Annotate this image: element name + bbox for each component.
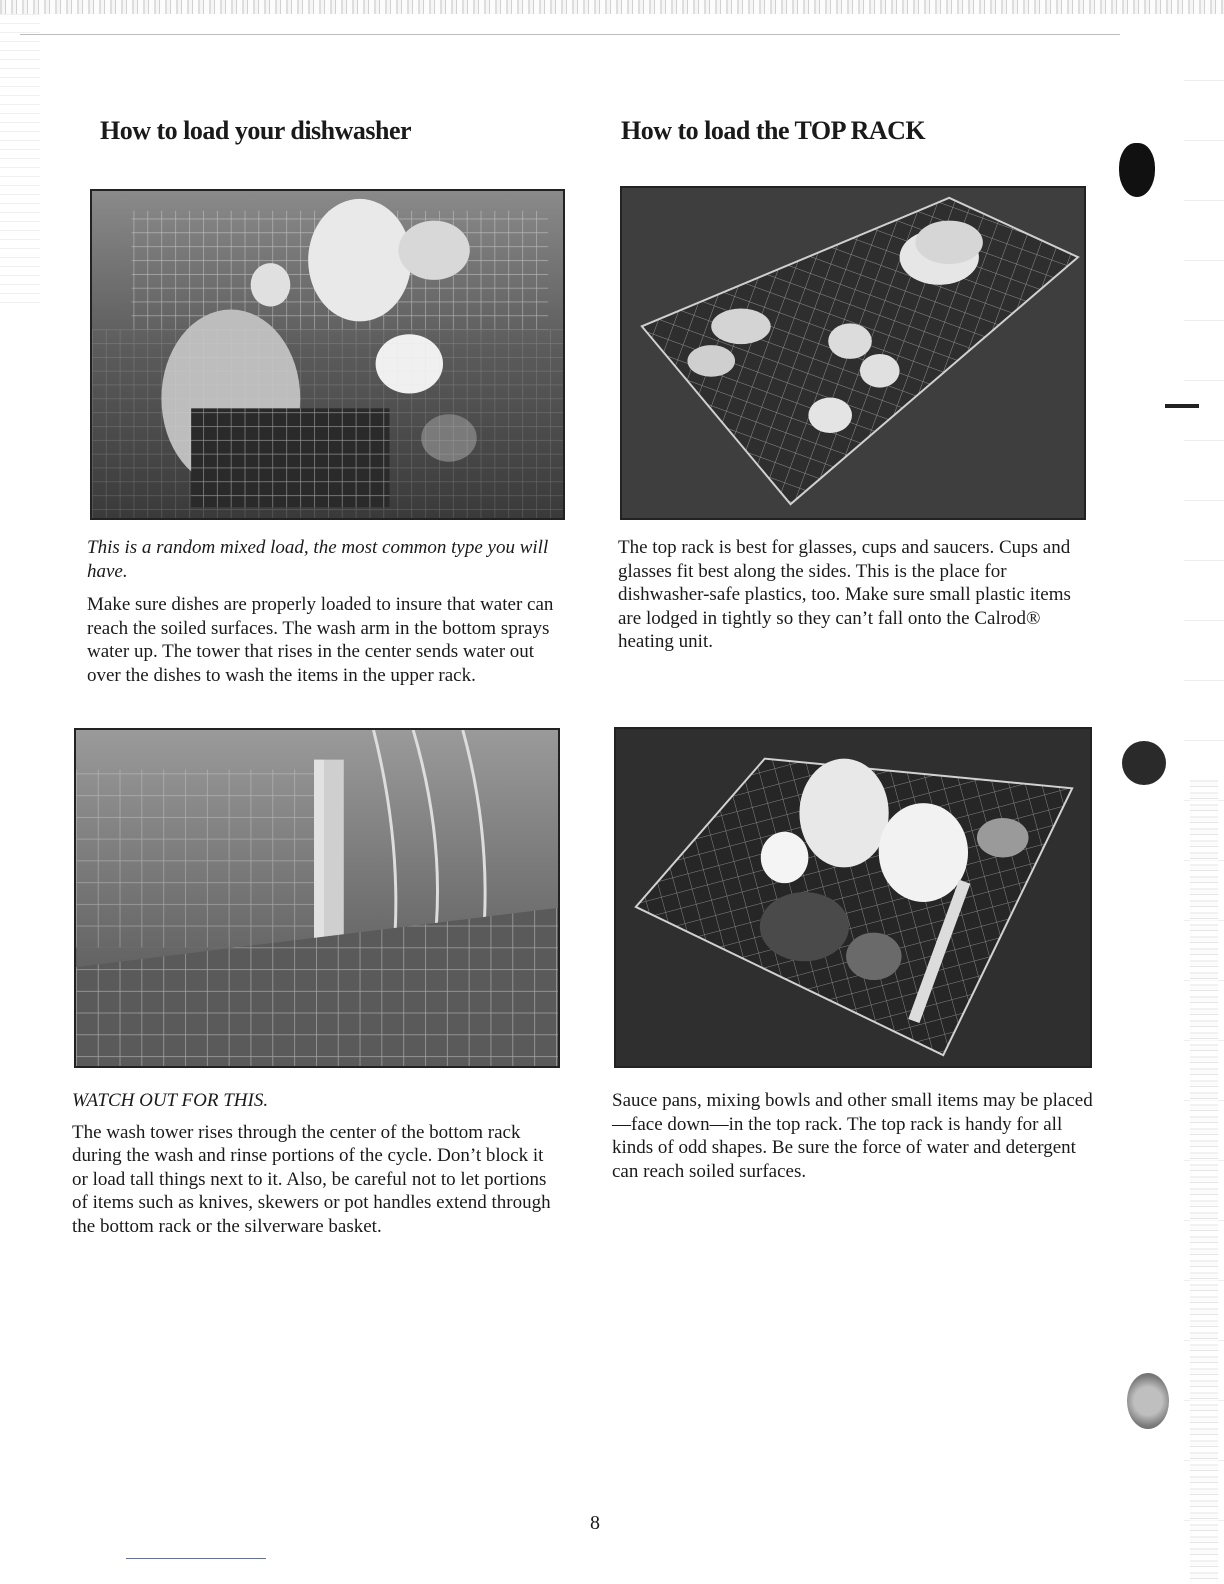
text-top-rack [618,536,1098,654]
text-watch-out [72,1089,552,1238]
photo-wash-tower-image [76,730,558,1066]
photo-top-rack-pans [614,727,1092,1068]
heading-load-dishwasher: How to load your dishwasher [100,116,412,145]
heading-load-top-rack: How to load the TOP RACK [621,116,926,145]
page-number: 8 [590,1512,600,1534]
photo-top-rack-glasses [620,186,1086,520]
photo-top-rack-glasses-image [622,188,1084,518]
caption-watch-out: WATCH OUT FOR THIS. [72,1090,269,1111]
body-watch-out: The wash tower rises through the center of the bottom rack during the wash and rinse portions of the cycle. Don’t block it or load tall things next to it. Also, be careful not to let portions of items such as knives, skewers or pot handles extend through the bottom rack or the silverware basket. [72,1121,551,1237]
body-mixed-load: Make sure dishes are properly loaded to insure that water can reach the soiled surfaces. The wash arm in the bottom sprays water up. The tower that rises in the center sends water out over the dishes to wash the items in the upper rack. [87,594,554,686]
photo-wash-tower [74,728,560,1068]
body-sauce-pans: Sauce pans, mixing bowls and other small items may be placed—face down—in the top rack. The top rack is handy for all kinds of odd shapes. Be sure the force of water and detergent can reach soiled surfaces. [612,1090,1093,1182]
scan-noise-right-strip [1190,780,1218,1580]
scan-noise-top [0,0,1224,14]
caption-mixed-load: This is a random mixed load, the most common type you will have. [87,537,549,582]
scan-noise-left [0,14,40,304]
binder-tab-mark-top [1119,143,1155,197]
text-mixed-load [87,536,567,687]
text-sauce-pans [612,1089,1102,1183]
margin-dash-mark [1165,404,1199,408]
footer-line [126,1558,266,1559]
binder-tab-mark-bottom [1127,1373,1169,1429]
binder-tab-mark-middle [1122,741,1166,785]
body-top-rack: The top rack is best for glasses, cups and saucers. Cups and glasses fit best along the sides. This is the place for dishwasher-safe plastics, too. Make sure small plastic items are lodged in tightly so they can’t fall onto the Calrod® heating unit. [618,537,1071,652]
photo-top-rack-pans-image [616,729,1090,1066]
scan-line-top [20,34,1120,35]
photo-mixed-load [90,189,565,520]
photo-mixed-load-image [92,191,563,518]
